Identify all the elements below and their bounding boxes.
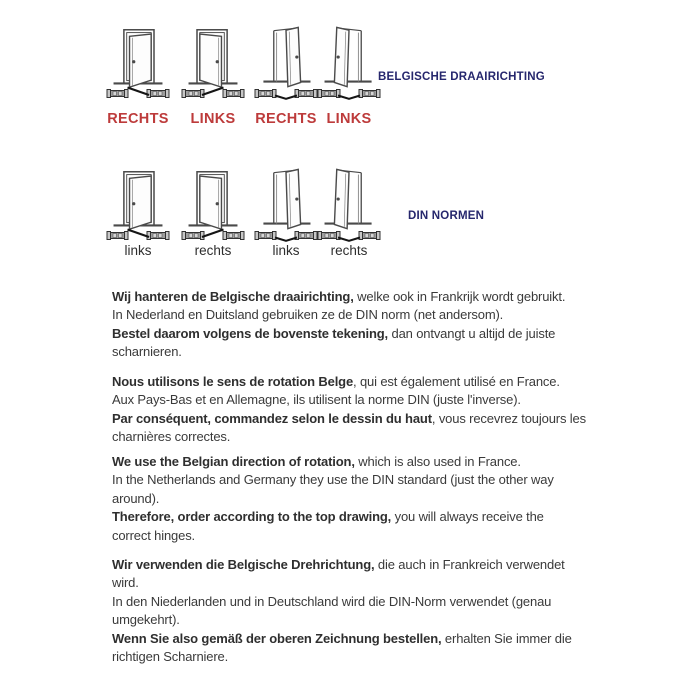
door-swing-label: rechts (194, 243, 232, 258)
door-swing-label: RECHTS (107, 111, 169, 127)
hinge-plan-icon (106, 85, 170, 102)
door-figure (250, 26, 322, 90)
door-swing-label: links (124, 243, 152, 258)
door-back-left-icon (319, 26, 379, 90)
door-figure (102, 26, 174, 90)
door-swing-label: rechts (330, 243, 368, 258)
door-swing-label: LINKS (326, 111, 372, 127)
door-swing-label: LINKS (190, 111, 236, 127)
hinge-plan-icon (317, 85, 381, 102)
hinge-plan (313, 85, 385, 102)
hinge-plan-icon (254, 85, 318, 102)
door-figure (102, 168, 174, 232)
text-line: Nous utilisons le sens de rotation Belge, qui est également utilisé en France. (112, 374, 560, 389)
hinge-plan (102, 227, 174, 244)
door-front-left-icon (183, 168, 243, 232)
door-figure (177, 168, 249, 232)
door-swing-label: RECHTS (255, 111, 317, 127)
hinge-plan (102, 85, 174, 102)
door-back-right-icon (256, 26, 316, 90)
text-line: In den Niederlanden und in Deutschland wird die DIN-Norm verwendet (genau (112, 593, 552, 609)
hinge-plan-icon (317, 227, 381, 244)
text-line: Therefore, order according to the top drawing, you will always receive the (112, 509, 544, 525)
text-line: charnières correctes. (112, 429, 231, 445)
text-line: We use the Belgian direction of rotation, which is also used in France. (112, 454, 521, 469)
text-line: Bestel daarom volgens de bovenste tekening, dan ontvangt u altijd de juiste (112, 325, 556, 341)
paragraph-french (112, 373, 612, 447)
door-front-left-icon (183, 26, 243, 90)
hinge-plan (313, 227, 385, 244)
hinge-plan-icon (106, 227, 170, 244)
belgian-caption: BELGISCHE DRAAIRICHTING (378, 71, 545, 83)
text-line: Par conséquent, commandez selon le dessin du haut, vous recevrez toujours les (112, 410, 586, 426)
text-line: around). (112, 490, 160, 506)
text-line: In Nederland en Duitsland gebruiken ze de DIN norm (net andersom). (112, 307, 504, 323)
text-line: Wenn Sie also gemäß der oberen Zeichnung bestellen, erhalten Sie immer die (112, 630, 572, 646)
door-figure (313, 26, 385, 90)
hinge-plan (177, 227, 249, 244)
paragraph-dutch (112, 288, 612, 362)
door-figure (177, 26, 249, 90)
door-front-right-icon (108, 168, 168, 232)
hinge-plan-icon (254, 227, 318, 244)
hinge-plan (250, 85, 322, 102)
door-back-left-icon (319, 168, 379, 232)
door-figure (250, 168, 322, 232)
paragraph-english (112, 453, 612, 545)
text-line: Wir verwenden die Belgische Drehrichtung, die auch in Frankreich verwendet (112, 557, 565, 572)
door-figure (313, 168, 385, 232)
hinge-plan-icon (181, 227, 245, 244)
text-line: Wij hanteren de Belgische draairichting, welke ook in Frankrijk wordt gebruikt. (112, 289, 566, 304)
text-line: umgekehrt). (112, 612, 180, 628)
text-line: richtigen Scharniere. (112, 649, 229, 665)
text-line: Aux Pays-Bas et en Allemagne, ils utilisent la norme DIN (juste l'inverse). (112, 392, 521, 408)
door-back-right-icon (256, 168, 316, 232)
door-front-right-icon (108, 26, 168, 90)
din-caption: DIN NORMEN (408, 210, 485, 222)
door-swing-label: links (272, 243, 300, 258)
text-line: wird. (112, 575, 139, 591)
hinge-plan-icon (181, 85, 245, 102)
text-line: scharnieren. (112, 344, 182, 360)
text-line: correct hinges. (112, 527, 196, 543)
text-line: In the Netherlands and Germany they use the DIN standard (just the other way (112, 472, 554, 488)
hinge-plan (250, 227, 322, 244)
paragraph-german (112, 556, 612, 666)
hinge-plan (177, 85, 249, 102)
